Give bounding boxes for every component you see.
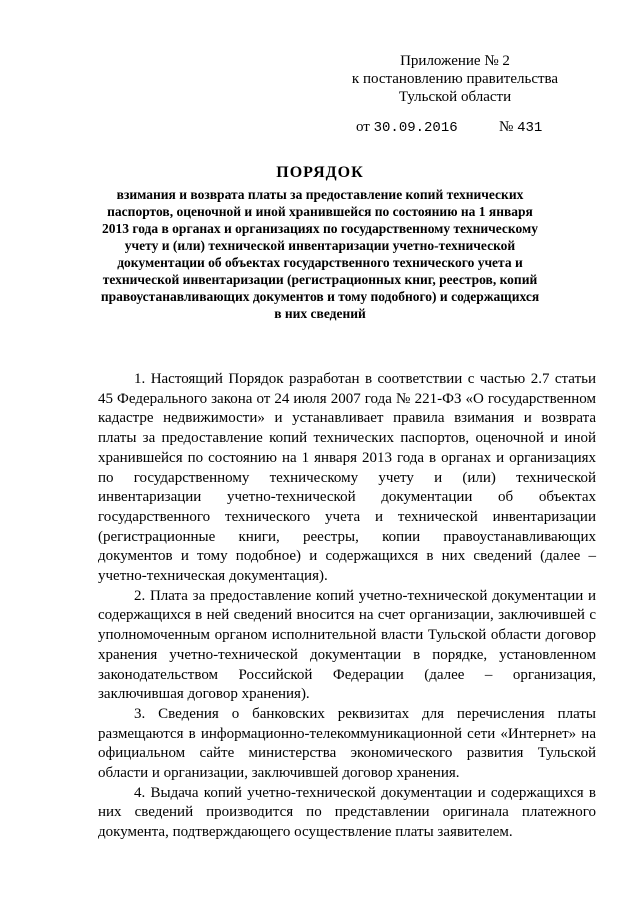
document-title: ПОРЯДОК	[276, 164, 364, 181]
paragraph-2: 2. Плата за предоставление копий учетно-технической документации и содержащихся в ней сведений вносится на счет организации, заключившей с уполномоченным органом исполнительной власти Тульской области договор хранения учетно-технической документации в порядке, установленном законодательством Российской Федерации (далее – организация, заключившая договор хранения).	[98, 587, 596, 703]
number-prefix: №	[499, 119, 514, 135]
document-date: 30.09.2016	[373, 120, 458, 136]
date-prefix: от	[356, 119, 370, 135]
document-number: 431	[517, 120, 543, 136]
paragraph-1: 1. Настоящий Порядок разработан в соответствии с частью 2.7 статьи 45 Федерального закона от 24 июля 2007 года № 221-ФЗ «О государственном кадастре недвижимости» и устанавливает правила взимания и возврата платы за предоставление копий технических паспортов, оценочной и иной хранившейся по состоянию на 1 января 2013 года в органах и организациях по государственному техническому учету и (или) технической инвентаризации учетно-технической документации об объектах государственного технического учета и технической инвентаризации (регистрационные книги, реестры, копии правоустанавливающих документов и тому подобное) и содержащихся в них сведений (далее – учетно-техническая документация).	[98, 371, 596, 585]
paragraph-4: 4. Выдача копий учетно-технической документации и содержащихся в них сведений производится по представлении оригинала платежного документа, подтверждающего осуществление платы заявителем.	[98, 784, 596, 841]
paragraph-3: 3. Сведения о банковских реквизитах для перечисления платы размещаются в информационно-телекоммуникационной сети «Интернет» на официальном сайте министерства экономического развития Тульской области и организации, заключившей договор хранения.	[98, 705, 596, 782]
appendix-number: Приложение № 2	[400, 53, 510, 69]
appendix-region: Тульской области	[398, 89, 512, 105]
document-subtitle: взимания и возврата платы за предоставление копий технических паспортов, оценочной и иной хранившейся по состоянию на 1 января 2013 года в органах и организациях по государственному техническому учету и (или) технической инвентаризации учетно-технической документации об объектах государственного технического учета и технической инвентаризации (регистрационных книг, реестров, копий правоустанавливающих документов и тому подобного) и содержащихся в них сведений	[100, 187, 540, 321]
document-body	[98, 370, 596, 843]
document-date-number	[356, 118, 588, 137]
appendix-resolution: к постановлению правительства	[351, 71, 559, 87]
appendix-header	[330, 52, 580, 106]
